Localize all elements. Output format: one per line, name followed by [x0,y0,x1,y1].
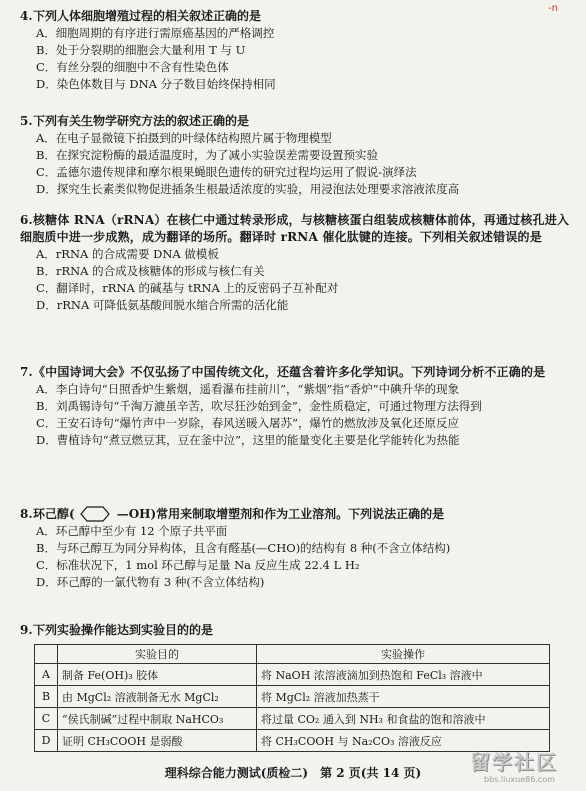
row-operation: 将 NaOH 浓溶液滴加到热饱和 FeCl₃ 溶液中 [257,664,550,686]
table-header-row [35,645,550,664]
question-number: 4. [20,9,33,23]
option-a: A．在电子显微镜下拍摄到的叶绿体结构照片属于物理模型 [36,131,332,145]
question-number: 7. [20,365,33,379]
question-8-stem: 8.环己醇( —OH)常用来制取增塑剂和作为工业溶剂。下列说法正确的是 [20,507,445,521]
row-operation: 将过量 CO₂ 通入到 NH₃ 和食盐的饱和溶液中 [257,708,550,730]
option-d: D．环己醇的一氯代物有 3 种(不含立体结构) [36,575,265,589]
table-header-blank [35,645,58,664]
option-a: A．细胞周期的有序进行需原癌基因的严格调控 [36,26,275,40]
site-watermark [470,746,582,788]
option-a: A．环己醇中至少有 12 个原子共平面 [36,524,228,538]
option-b: B．rRNA 的合成及核糖体的形成与核仁有关 [36,264,265,278]
row-label: D [35,730,58,752]
corner-mark: -n [548,3,558,14]
question-7 [20,364,572,449]
option-c: C．王安石诗句“爆竹声中一岁除，春风送暖入屠苏”，爆竹的燃放涉及氧化还原反应 [36,416,460,430]
table-header-aim: 实验目的 [58,645,257,664]
watermark-url: bbs.liuxue86.com [484,775,555,784]
row-aim: 制备 Fe(OH)₃ 胶体 [58,664,257,686]
option-a: A．rRNA 的合成需要 DNA 做模板 [36,247,219,261]
option-b: B．处于分裂期的细胞会大量利用 T 与 U [36,43,246,57]
option-d: D．曹植诗句“煮豆燃豆萁，豆在釜中泣”，这里的能量变化主要是化学能转化为热能 [36,433,460,447]
question-6 [20,212,572,314]
question-number: 5. [20,114,33,128]
row-label: C [35,708,58,730]
question-5-stem: 5.下列有关生物学研究方法的叙述正确的是 [20,114,250,128]
row-aim: “侯氏制碱”过程中制取 NaHCO₃ [58,708,257,730]
option-d: D．rRNA 可降低氨基酸间脱水缩合所需的活化能 [36,298,289,312]
question-9-stem: 9.下列实验操作能达到实验目的的是 [20,623,214,637]
option-c: C．翻译时，rRNA 的碱基与 tRNA 上的反密码子互补配对 [36,281,339,295]
question-4 [20,8,572,93]
question-8 [20,506,572,591]
row-aim: 由 MgCl₂ 溶液制备无水 MgCl₂ [58,686,257,708]
row-label: A [35,664,58,686]
row-operation: 将 CH₃COOH 与 Na₂CO₃ 溶液反应 [257,730,550,752]
page-footer: 理科综合能力测试(质检二) 第 2 页(共 14 页) [164,766,422,780]
table-row [35,664,550,686]
question-number: 9. [20,623,33,637]
question-6-stem: 6.核糖体 RNA（rRNA）在核仁中通过转录形成，与核糖核蛋白组装成核糖体前体，再通过核孔进入细胞质中进一步成熟，成为翻译的场所。翻译时 rRNA 催化肽键的连接。下列相关叙述错误的是 [20,213,570,244]
option-a: A．李白诗句“日照香炉生紫烟，遥看瀑布挂前川”，“紫烟”指“香炉”中碘升华的现象 [36,382,460,396]
option-d: D．探究生长素类似物促进插条生根最适浓度的实验，用浸泡法处理要求溶液浓度高 [36,182,460,196]
question-number: 8. [20,507,33,521]
table-header-operation: 实验操作 [257,645,550,664]
row-aim: 证明 CH₃COOH 是弱酸 [58,730,257,752]
option-c: C．孟德尔遗传规律和摩尔根果蝇眼色遗传的研究过程均运用了假说-演绎法 [36,165,417,179]
question-5 [20,113,572,198]
option-b: B．刘禹锡诗句“千淘万漉虽辛苦，吹尽狂沙始到金”，金性质稳定，可通过物理方法得到 [36,399,482,413]
watermark-logo-text: 留学社区 [470,750,558,774]
question-7-stem: 7.《中国诗词大会》不仅弘扬了中国传统文化，还蕴含着许多化学知识。下列诗词分析不正确的是 [20,365,546,379]
table-row [35,708,550,730]
question-number: 6. [20,213,33,227]
question-9 [20,622,572,639]
question-4-stem: 4.下列人体细胞增殖过程的相关叙述正确的是 [20,9,262,23]
option-c: C．标准状况下，1 mol 环己醇与足量 Na 反应生成 22.4 L H₂ [36,558,360,572]
table-row [35,686,550,708]
option-b: B．与环己醇互为同分异构体，且含有醛基(—CHO)的结构有 8 种(不含立体结构) [36,541,451,555]
row-label: B [35,686,58,708]
row-operation: 将 MgCl₂ 溶液加热蒸干 [257,686,550,708]
option-c: C．有丝分裂的细胞中不含有性染色体 [36,60,229,74]
option-d: D．染色体数目与 DNA 分子数目始终保持相同 [36,77,276,91]
cyclohexane-ring-icon [75,506,117,522]
option-b: B．在探究淀粉酶的最适温度时，为了减小实验误差需要设置预实验 [36,148,378,162]
experiment-table [34,644,550,752]
